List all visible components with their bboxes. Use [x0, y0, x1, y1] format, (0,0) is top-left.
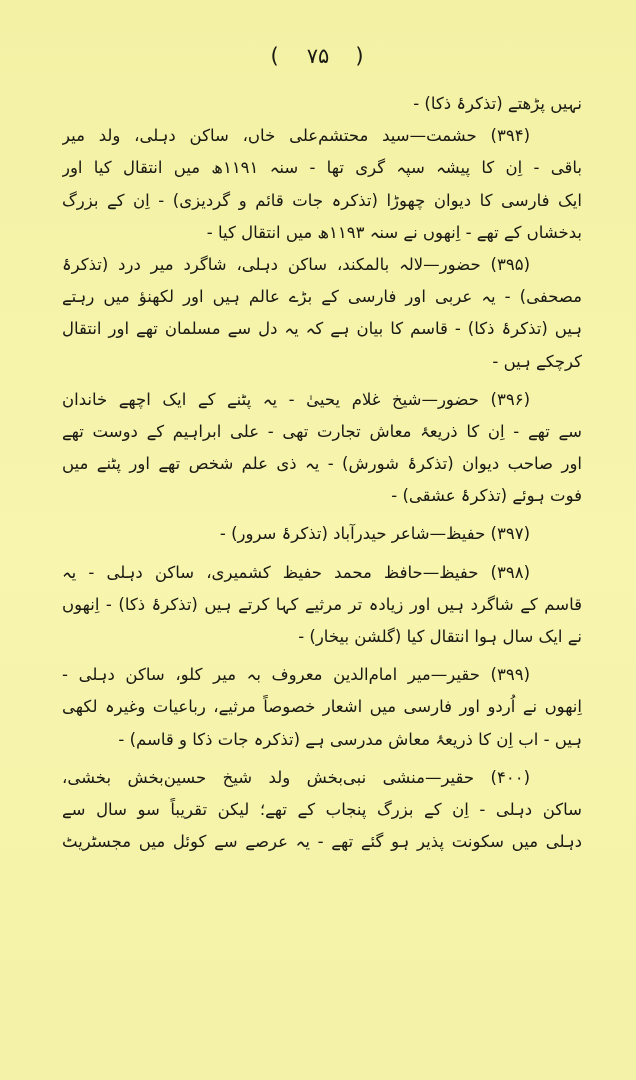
page-number-paren-left: (: [270, 44, 281, 68]
text-line: قاسم کے شاگرد ہیں اور زیادہ تر مرثیے کہا کرتے ہیں (تذکرۂ ذکا) - اِنھوں: [62, 594, 582, 614]
page-number-value: ۷۵: [306, 44, 330, 68]
entry-394-line: (۳۹۴) حشمت—سید محتشم‌علی خاں، ساکن دہلی، ولد میر: [62, 126, 530, 146]
entry-400-line: (۴۰۰) حقیر—منشی نبی‌بخش ولد شیخ حسین‌بخش بخشی،: [62, 767, 530, 787]
entry-398-line: (۳۹۸) حفیظ—حافظ محمد حفیظ کشمیری، ساکن دہلی - یہ: [62, 562, 530, 582]
page-number-paren-right: ): [355, 44, 366, 68]
text-line: کرچکے ہیں -: [492, 351, 582, 371]
text-line: مصحفی) - یہ عربی اور فارسی کے بڑے عالم ہیں اور لکھنؤ میں رہتے: [62, 287, 582, 307]
text-line: سے تھے - اِن کا ذریعۂ معاش تجارت تھی - علی ابراہیم کے دوست تھے: [62, 421, 582, 441]
text-line: اِنھوں نے اُردو اور فارسی میں اشعار خصوصاً مرثیے، رباعیات وغیرہ لکھی: [62, 697, 582, 717]
entry-395-line: (۳۹۵) حضور—لالہ بالمکند، ساکن دہلی، شاگرد میر درد (تذکرۂ: [62, 254, 530, 274]
page-text: [62, 88, 582, 858]
entry-397-line: (۳۹۷) حفیظ—شاعر حیدرآباد (تذکرۂ سرور) -: [219, 524, 530, 544]
text-line: ہیں (تذکرۂ ذکا) - قاسم کا بیان ہے کہ یہ دل سے مسلمان تھے اور انتقال: [62, 319, 582, 339]
entry-396-line: (۳۹۶) حضور—شیخ غلام یحییٰ - یہ پٹنے کے ایک اچھے خاندان: [62, 389, 530, 409]
text-line: فوت ہوئے (تذکرۂ عشقی) -: [391, 486, 582, 506]
text-line: اور صاحب دیوان (تذکرۂ شورش) - یہ ذی علم شخص تھے اور پٹنے میں: [62, 454, 582, 474]
text-line: نہیں پڑھتے (تذکرۂ ذکا) -: [413, 94, 582, 113]
text-line: ہیں - اب اِن کا ذریعۂ معاش مدرسی ہے (تذکرہ جات ذکا و قاسم) -: [118, 729, 582, 749]
text-line: نے ایک سال ہوا انتقال کیا (گلشن بیخار) -: [298, 627, 582, 646]
text-line: باقی - اِن کا پیشہ سپہ گری تھا - سنہ ۱۱۹۱ھ میں انتقال کیا اور: [62, 158, 582, 178]
entry-399-line: (۳۹۹) حقیر—میر امام‌الدین معروف بہ میر کلو، ساکن دہلی -: [62, 665, 530, 685]
text-line: بدخشاں کے تھے - اِنھوں نے سنہ ۱۱۹۳ھ میں انتقال کیا -: [206, 222, 582, 242]
text-line: دہلی میں سکونت پذیر ہو گئے تھے - یہ عرصے سے کوئل میں مجسٹریٹ: [62, 832, 582, 852]
text-line: ایک فارسی کا دیوان چھوڑا (تذکرہ جات قائم و گردیزی) - اِن کے بزرگ: [62, 190, 582, 210]
page-number: [0, 44, 636, 68]
text-line: ساکن دہلی - اِن کے بزرگ پنجاب کے تھے؛ لیکن تقریباً سو سال سے: [62, 799, 582, 819]
